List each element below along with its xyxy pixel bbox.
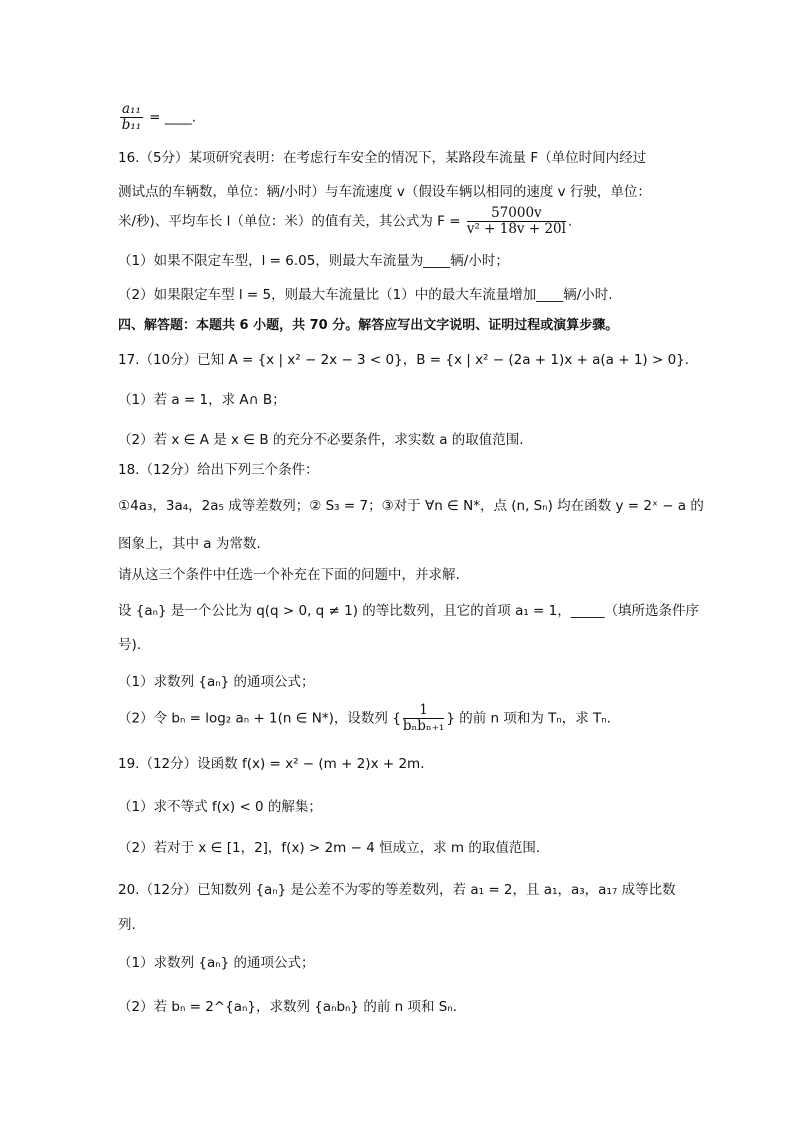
q18-line5: 设 {aₙ} 是一个公比为 q(q > 0, q ≠ 1) 的等比数列，且它的首项 a₁ = 1，_____（填所选条件序 xyxy=(118,603,699,619)
q18-sub2-numerator: 1 xyxy=(403,703,445,719)
q18-sub2-suffix: } 的前 n 项和为 Tₙ，求 Tₙ. xyxy=(446,710,611,727)
q16-line3 xyxy=(118,206,572,237)
q20-sub1: （1）求数列 {aₙ} 的通项公式； xyxy=(118,955,315,971)
q19-sub1: （1）求不等式 f(x) < 0 的解集； xyxy=(118,799,322,815)
q18-sub2-denominator: bₙbₙ₊₁ xyxy=(402,718,445,734)
q16-formula-numerator: 57000v xyxy=(467,206,566,222)
q18-sub2-fraction xyxy=(403,703,445,734)
q18-line1: 18.（12分）给出下列三个条件： xyxy=(118,462,319,478)
q18-line2: ①4a₃，3a₄，2a₅ 成等差数列；② S₃ = 7；③对于 ∀n ∈ N*，点 (n, Sₙ) 均在函数 y = 2ˣ − a 的 xyxy=(118,498,704,514)
q20-line1: 20.（12分）已知数列 {aₙ} 是公差不为零的等差数列，若 a₁ = 2，且 a₁，a₃，a₁₇ 成等比数 xyxy=(118,882,676,898)
section-heading: 四、解答题：本题共 6 小题，共 70 分。解答应写出文字说明、证明过程或演算步骤。 xyxy=(118,318,619,333)
q18-line6: 号). xyxy=(118,637,142,653)
q19-line1: 19.（12分）设函数 f(x) = x² − (m + 2)x + 2m. xyxy=(118,756,425,772)
q17-sub2: （2）若 x ∈ A 是 x ∈ B 的充分不必要条件，求实数 a 的取值范围. xyxy=(118,432,524,448)
q16-formula-prefix: 米/秒)、平均车长 l（单位：米）的值有关，其公式为 F = xyxy=(118,213,465,230)
fraction-numerator: a₁₁ xyxy=(122,101,141,117)
q16-formula-suffix: . xyxy=(567,213,573,230)
q16-sub1: （1）如果不限定车型，l = 6.05，则最大车流量为____辆/小时； xyxy=(118,253,509,269)
answer-blank-text: = ____. xyxy=(144,109,197,126)
q16-line2: 测试点的车辆数，单位：辆/小时）与车流速度 v（假设车辆以相同的速度 v 行驶，单位： xyxy=(118,184,651,200)
q20-sub2: （2）若 bₙ = 2^{aₙ}，求数列 {aₙbₙ} 的前 n 项和 Sₙ. xyxy=(118,999,457,1015)
q17-sub1: （1）若 a = 1，求 A∩ B； xyxy=(118,392,286,408)
fraction-a11-b11 xyxy=(120,102,143,133)
q18-sub2-prefix: （2）令 bₙ = log₂ aₙ + 1(n ∈ N*)，设数列 { xyxy=(118,710,401,727)
q18-sub2 xyxy=(118,703,611,734)
q16-line1: 16.（5分）某项研究表明：在考虑行车安全的情况下，某路段车流量 F（单位时间内经过 xyxy=(118,150,647,166)
q16-formula-denominator: v² + 18v + 20l xyxy=(466,221,566,237)
fraction-denominator: b₁₁ xyxy=(121,117,142,133)
q18-line4: 请从这三个条件中任选一个补充在下面的问题中，并求解. xyxy=(118,567,460,583)
q16-sub2: （2）如果限定车型 l = 5，则最大车流量比（1）中的最大车流量增加____辆/小时. xyxy=(118,287,613,303)
q16-formula-fraction xyxy=(467,206,566,237)
q20-line2: 列. xyxy=(118,917,136,933)
q18-line3: 图象上，其中 a 为常数. xyxy=(118,536,261,552)
q19-sub2: （2）若对于 x ∈ [1，2]，f(x) > 2m − 4 恒成立，求 m 的取值范围. xyxy=(118,840,541,856)
q17-line1: 17.（10分）已知 A = {x | x² − 2x − 3 < 0}，B = {x | x² − (2a + 1)x + a(a + 1) > 0}. xyxy=(118,352,690,368)
q18-sub1: （1）求数列 {aₙ} 的通项公式； xyxy=(118,674,315,690)
answer-fraction-line xyxy=(118,102,196,133)
